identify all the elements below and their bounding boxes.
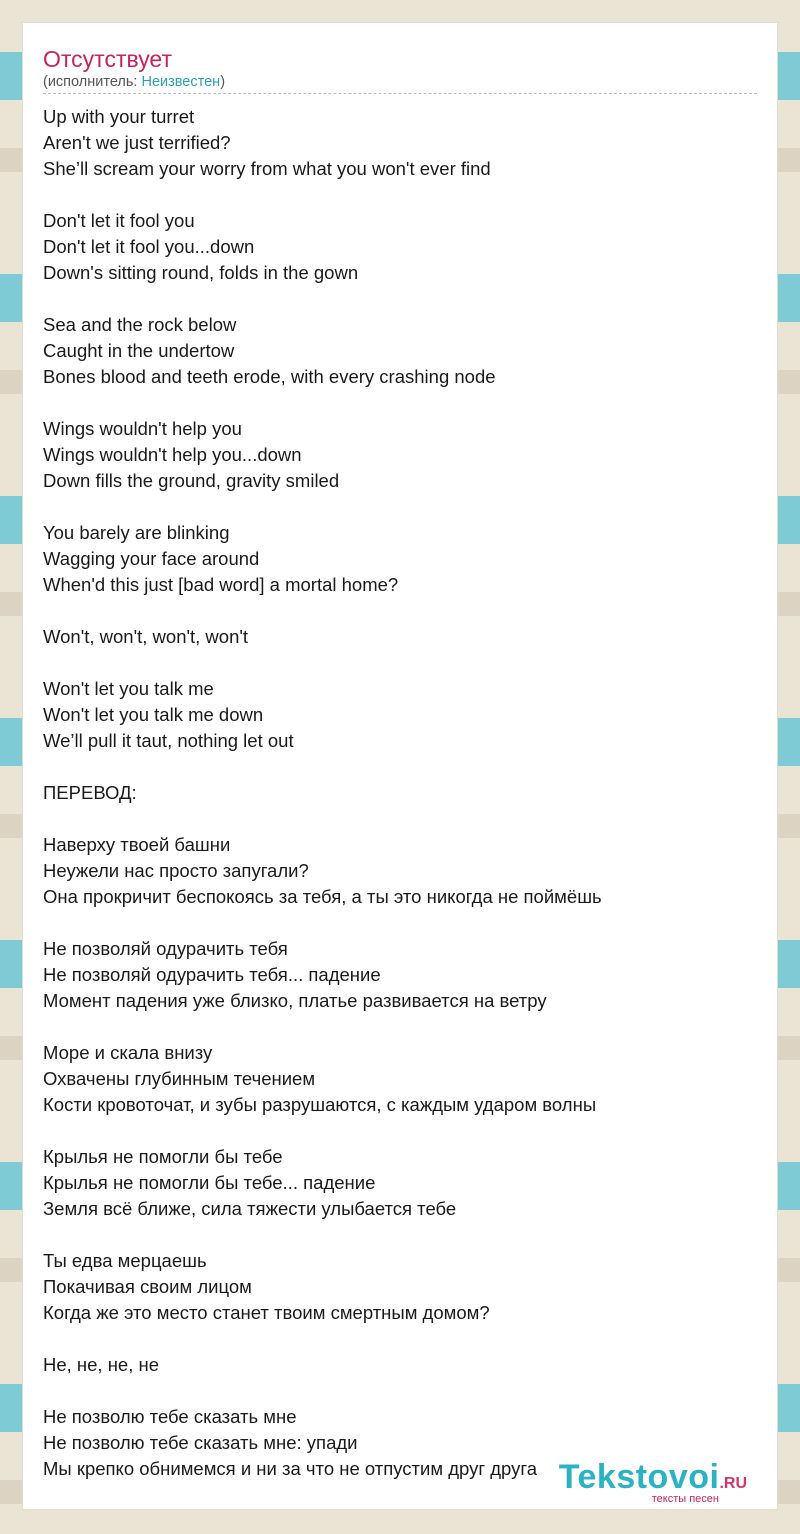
site-logo[interactable] [559,1460,747,1505]
lyric-line [43,286,757,312]
lyric-line: When'd this just [bad word] a mortal home? [43,574,399,595]
artist-close: ) [220,74,226,90]
lyric-line [43,390,757,416]
lyric-line: Don't let it fool you...down [43,236,255,257]
logo-tagline: тексты песен [651,1493,719,1505]
lyric-line: Море и скала внизу [43,1042,213,1063]
lyric-line [43,1118,757,1144]
lyric-line: Bones blood and teeth erode, with every crashing node [43,366,496,387]
lyric-line: Caught in the undertow [43,340,235,361]
lyric-line: Down fills the ground, gravity smiled [43,470,340,491]
logo-text: Tekstovoi [558,1458,720,1496]
lyric-line: Крылья не помогли бы тебе [43,1146,283,1167]
lyric-line [43,1326,757,1352]
lyric-line: Покачивая своим лицом [43,1276,252,1297]
lyric-line: Крылья не помогли бы тебе... падение [43,1172,376,1193]
lyric-line: Наверху твоей башни [43,834,231,855]
lyric-line: We’ll pull it taut, nothing let out [43,730,294,751]
lyric-line: Охвачены глубинным течением [43,1068,316,1089]
lyric-line: Won't let you talk me [43,678,214,699]
lyric-line [43,1378,757,1404]
lyric-line: Don't let it fool you [43,210,195,231]
lyric-line: She’ll scream your worry from what you won't ever find [43,158,491,179]
lyric-line: Не позволю тебе сказать мне [43,1406,297,1427]
lyric-line [43,494,757,520]
lyric-line: You barely are blinking [43,522,230,543]
song-title: Отсутствует [43,46,172,72]
lyric-line: Aren't we just terrified? [43,132,231,153]
lyric-line: Won't let you talk me down [43,704,264,725]
artist-link[interactable]: Неизвестен [141,74,221,90]
lyric-line: Up with your turret [43,106,195,127]
logo-tld: .RU [719,1475,747,1492]
lyric-line: Кости кровоточат, и зубы разрушаются, с каждым ударом волны [43,1094,597,1115]
lyric-line [43,650,757,676]
lyric-line: Не, не, не, не [43,1354,160,1375]
lyrics-body [23,94,777,1482]
lyric-line: Когда же это место станет твоим смертным домом? [43,1302,490,1323]
lyric-line: Ты едва мерцаешь [43,1250,207,1271]
lyric-line: Мы крепко обнимемся и ни за что не отпустим друг друга [43,1458,537,1479]
lyric-line: Не позволю тебе сказать мне: упади [43,1432,358,1453]
lyric-line [43,806,757,832]
lyric-line: Wings wouldn't help you...down [43,444,302,465]
lyric-line: Неужели нас просто запугали? [43,860,309,881]
lyric-line: ПЕРЕВОД: [43,782,137,803]
lyric-line [43,182,757,208]
lyric-line: Wagging your face around [43,548,260,569]
lyric-line: Земля всё ближе, сила тяжести улыбается тебе [43,1198,457,1219]
artist-line [43,73,757,94]
lyric-line: Wings wouldn't help you [43,418,242,439]
lyric-line [43,1014,757,1040]
song-header [23,23,777,94]
lyric-line: Won't, won't, won't, won't [43,626,249,647]
lyric-line: Момент падения уже близко, платье развивается на ветру [43,990,547,1011]
lyric-line: Down's sitting round, folds in the gown [43,262,359,283]
lyrics-card [22,22,778,1510]
lyric-line [43,598,757,624]
artist-label: (исполнитель: [43,74,142,90]
lyric-line: Она прокричит беспокоясь за тебя, а ты это никогда не поймёшь [43,886,602,907]
lyric-line: Sea and the rock below [43,314,237,335]
lyric-line [43,754,757,780]
lyric-line [43,1222,757,1248]
lyric-line: Не позволяй одурачить тебя [43,938,288,959]
lyric-line [43,910,757,936]
lyric-line: Не позволяй одурачить тебя... падение [43,964,381,985]
